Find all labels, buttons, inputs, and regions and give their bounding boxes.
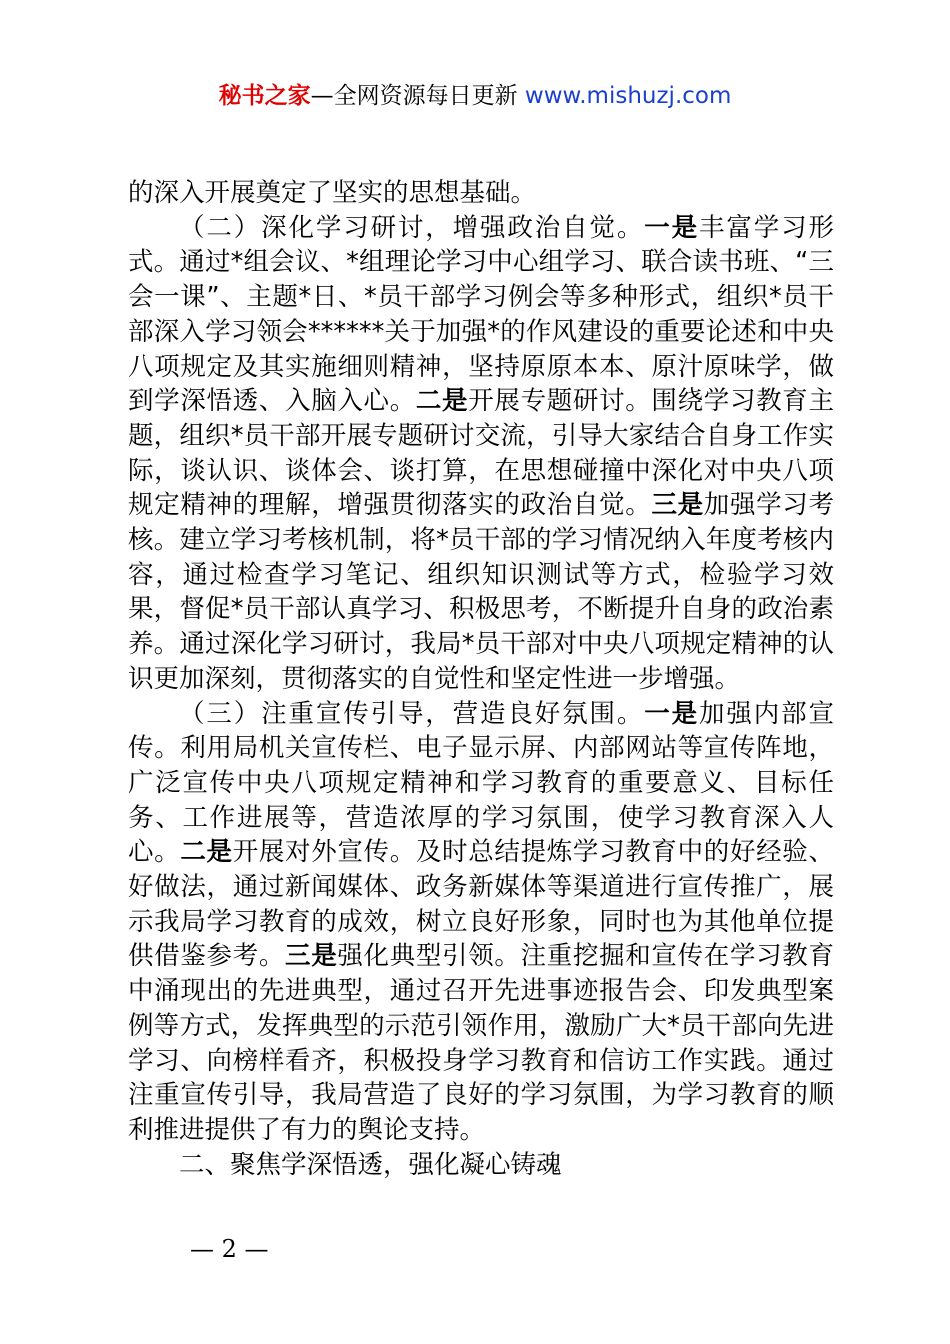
bold-marker-second: 二是 (415, 386, 469, 417)
paragraph-text: 加强内部宣传。利用局机关宣传栏、电子显示屏、内部网站等宣传阵地，广泛宣传中央八项规定精神和学习教育的重要意义、目标任务、工作进展等，营造浓厚的学习氛围，使学习教育深入人心。 (128, 698, 834, 868)
section-heading: 二、聚焦学深悟透，强化凝心铸魂 (179, 1149, 562, 1180)
paragraph-text: 强化典型引领。注重挖掘和宣传在学习教育中涌现出的先进典型，通过召开先进事迹报告会、印发典型案例等方式，发挥典型的示范引领作用，激励广大*员干部向先进学习、向榜样看齐，积极投身学习教育和信访工作实践。通过注重宣传引导，我局营造了良好的学习氛围，为学习教育的顺利推进提供了有力的舆论支持。 (128, 941, 834, 1145)
paragraph-study-discussion (128, 211, 834, 697)
page-number: — 2 — (190, 1235, 269, 1263)
paragraph-publicity (128, 697, 834, 1148)
paragraph-text: 丰富学习形式。通过*组会议、*组理论学习中心组学习、联合读书班、“三会一课”、主题*日、*员干部学习例会等多种形式，组织*员干部深入学习领会******关于加强*的作风建设的重要论述和中央八项规定及其实施细则精神，坚持原原本本、原汁原味学，做到学深悟透、入脑入心。 (128, 212, 834, 417)
bold-marker-third: 三是 (651, 490, 704, 521)
document-body (128, 176, 834, 1182)
brand-name: 秘书之家 (218, 83, 311, 109)
section-title-3: （三）注重宣传引导，营造良好氛围。 (179, 698, 645, 729)
bold-marker-first: 一是 (644, 212, 699, 243)
site-header (0, 80, 950, 112)
header-tagline: —全网资源每日更新 (310, 83, 525, 109)
bold-marker-first: 一是 (644, 698, 699, 729)
site-url-link[interactable]: www.mishuzj.com (524, 83, 732, 109)
bold-marker-third: 三是 (285, 941, 338, 972)
paragraph-text: 加强学习考核。建立学习考核机制，将*员干部的学习情况纳入年度考核内容，通过检查学习笔记、组织知识测试等方式，检验学习效果，督促*员干部认真学习、积极思考，不断提升自身的政治素养。通过深化学习研讨，我局*员干部对中央八项规定精神的认识更加深刻，贯彻落实的自觉性和坚定性进一步增强。 (128, 490, 834, 694)
paragraph-text: 开展对外宣传。及时总结提炼学习教育中的好经验、好做法，通过新闻媒体、政务新媒体等渠道进行宣传推广，展示我局学习教育的成效，树立良好形象，同时也为其他单位提供借鉴参考。 (128, 837, 834, 972)
section-title-2: （二）深化学习研讨，增强政治自觉。 (179, 212, 645, 243)
bold-marker-second: 二是 (180, 837, 233, 868)
paragraph-text: 开展专题研讨。围绕学习教育主题，组织*员干部开展专题研讨交流，引导大家结合自身工作实际，谈认识、谈体会、谈打算，在思想碰撞中深化对中央八项规定精神的理解，增强贯彻落实的政治自觉。 (128, 386, 834, 521)
paragraph-continuation: 的深入开展奠定了坚实的思想基础。 (128, 178, 537, 208)
